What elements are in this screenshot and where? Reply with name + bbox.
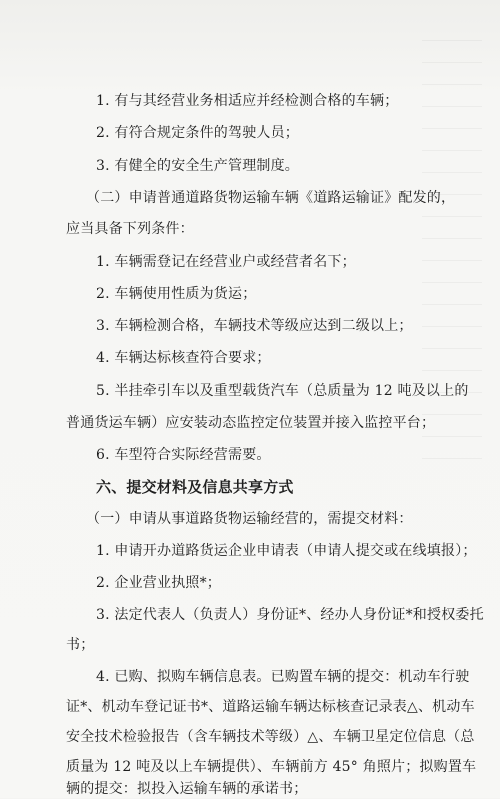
text-line: 2. 企业营业执照*；: [96, 575, 222, 591]
text-line: 安全技术检验报告（含车辆技术等级）△、车辆卫星定位信息（总: [66, 729, 475, 745]
text-line: 质量为 12 吨及以上车辆提供）、车辆前方 45° 角照片；拟购置车: [66, 759, 477, 775]
text-line: 5. 半挂牵引车以及重型载货汽车（总质量为 12 吨及以上的: [96, 383, 469, 399]
text-line: 1. 车辆需登记在经营业户或经营者名下；: [96, 254, 356, 270]
text-line: 4. 已购、拟购车辆信息表。已购置车辆的提交：机动车行驶: [96, 669, 470, 685]
text-line: 书；: [66, 637, 95, 653]
text-line: 1. 申请开办道路货运企业申请表（申请人提交或在线填报）；: [96, 543, 477, 559]
text-line: 3. 有健全的安全生产管理制度。: [96, 158, 300, 174]
text-line: 6. 车型符合实际经营需要。: [96, 447, 271, 463]
text-line: （二）申请普通道路货物运输车辆《道路运输证》配发的，: [86, 190, 456, 206]
text-line: 4. 车辆达标核查符合要求；: [96, 350, 271, 366]
text-line: 2. 车辆使用性质为货运；: [96, 286, 257, 302]
text-line: （一）申请从事道路货物运输经营的，需提交材料：: [86, 511, 413, 527]
text-line: 应当具备下列条件：: [66, 221, 194, 237]
text-line: 辆的提交：拟投入运输车辆的承诺书；: [66, 781, 308, 797]
section-heading: 六、提交材料及信息共享方式: [96, 478, 294, 496]
text-line: 1. 有与其经营业务相适应并经检测合格的车辆；: [96, 93, 399, 109]
text-line: 3. 车辆检测合格，车辆技术等级应达到二级以上；: [96, 318, 413, 334]
text-line: 普通货运车辆）应安装动态监控定位装置并接入监控平台；: [66, 415, 436, 431]
text-line: 3. 法定代表人（负责人）身份证*、经办人身份证*和授权委托: [96, 607, 484, 623]
text-line: 证*、机动车登记证书*、道路运输车辆达标核查记录表△、机动车: [66, 699, 475, 715]
text-line: 2. 有符合规定条件的驾驶人员；: [96, 125, 300, 141]
